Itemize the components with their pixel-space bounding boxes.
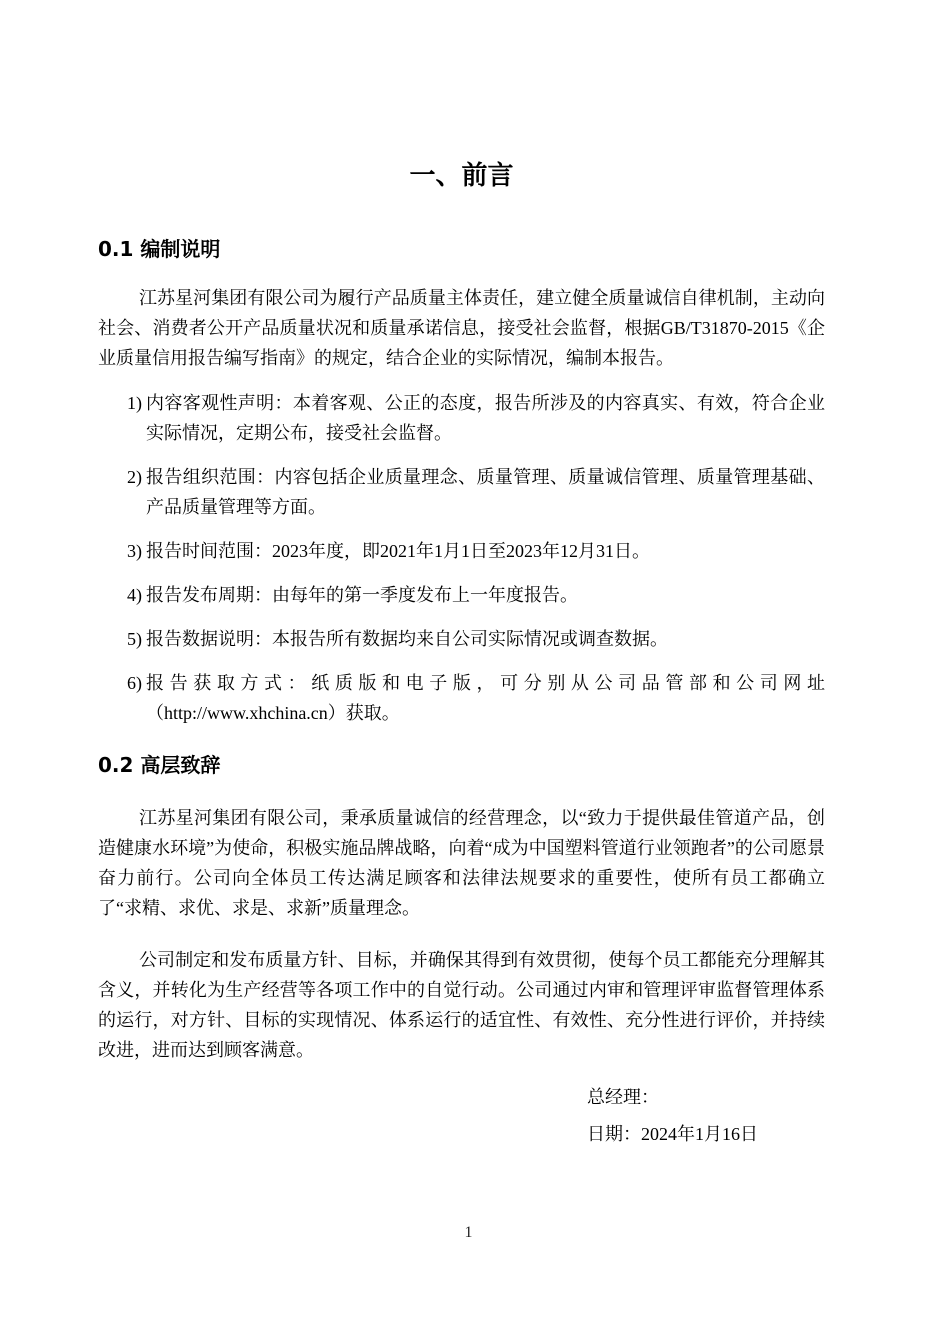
list-item — [98, 462, 825, 522]
list-item-text: 报告发布周期：由每年的第一季度发布上一年度报告。 — [146, 585, 578, 605]
report-notes-list — [98, 388, 825, 728]
list-item-number: 4) — [127, 585, 142, 605]
signature-block — [98, 1082, 825, 1149]
section-02-paragraph-1: 江苏星河集团有限公司，秉承质量诚信的经营理念，以“致力于提供最佳管道产品，创造健康水环境”为使命，积极实施品牌战略，向着“成为中国塑料管道行业领跑者”的公司愿景奋力前行。公司向全体员工传达满足顾客和法律法规要求的重要性，使所有员工都确立了“求精、求优、求是、求新”质量理念。 — [98, 808, 825, 918]
list-item — [98, 580, 825, 610]
signature-date-line: 日期：2024年1月16日 — [587, 1124, 758, 1144]
list-item — [98, 388, 825, 448]
list-item-number: 2) — [127, 467, 142, 487]
section-heading-01: 0.1 编制说明 — [98, 237, 221, 261]
general-manager-signature-line: 总经理： — [587, 1087, 659, 1107]
list-item-number: 1) — [127, 393, 142, 413]
list-item — [98, 624, 825, 654]
list-item — [98, 536, 825, 566]
page-title: 一、前言 — [409, 161, 514, 191]
section-heading-02: 0.2 高层致辞 — [98, 753, 221, 777]
list-item-text: 报告获取方式：纸质版和电子版，可分别从公司品管部和公司网址（http://www.xhchina.cn）获取。 — [146, 673, 825, 723]
list-item-text: 报告组织范围：内容包括企业质量理念、质量管理、质量诚信管理、质量管理基础、产品质量管理等方面。 — [146, 467, 825, 517]
section-01-intro-paragraph: 江苏星河集团有限公司为履行产品质量主体责任，建立健全质量诚信自律机制，主动向社会、消费者公开产品质量状况和质量承诺信息，接受社会监督，根据GB/T31870-2015《企业质量信用报告编写指南》的规定，结合企业的实际情况，编制本报告。 — [98, 288, 825, 368]
list-item-number: 5) — [127, 629, 142, 649]
page-number: 1 — [464, 1224, 473, 1241]
page-content — [98, 0, 825, 1149]
list-item-number: 3) — [127, 541, 142, 561]
list-item — [98, 668, 825, 728]
list-item-number: 6) — [127, 673, 142, 693]
list-item-text: 报告数据说明：本报告所有数据均来自公司实际情况或调查数据。 — [146, 629, 668, 649]
list-item-text: 报告时间范围：2023年度，即2021年1月1日至2023年12月31日。 — [146, 541, 650, 561]
section-02-paragraph-2: 公司制定和发布质量方针、目标，并确保其得到有效贯彻，使每个员工都能充分理解其含义，并转化为生产经营等各项工作中的自觉行动。公司通过内审和管理评审监督管理体系的运行，对方针、目标的实现情况、体系运行的适宜性、有效性、充分性进行评价，并持续改进，进而达到顾客满意。 — [98, 950, 825, 1060]
list-item-text: 内容客观性声明：本着客观、公正的态度，报告所涉及的内容真实、有效，符合企业实际情况，定期公布，接受社会监督。 — [146, 393, 825, 443]
